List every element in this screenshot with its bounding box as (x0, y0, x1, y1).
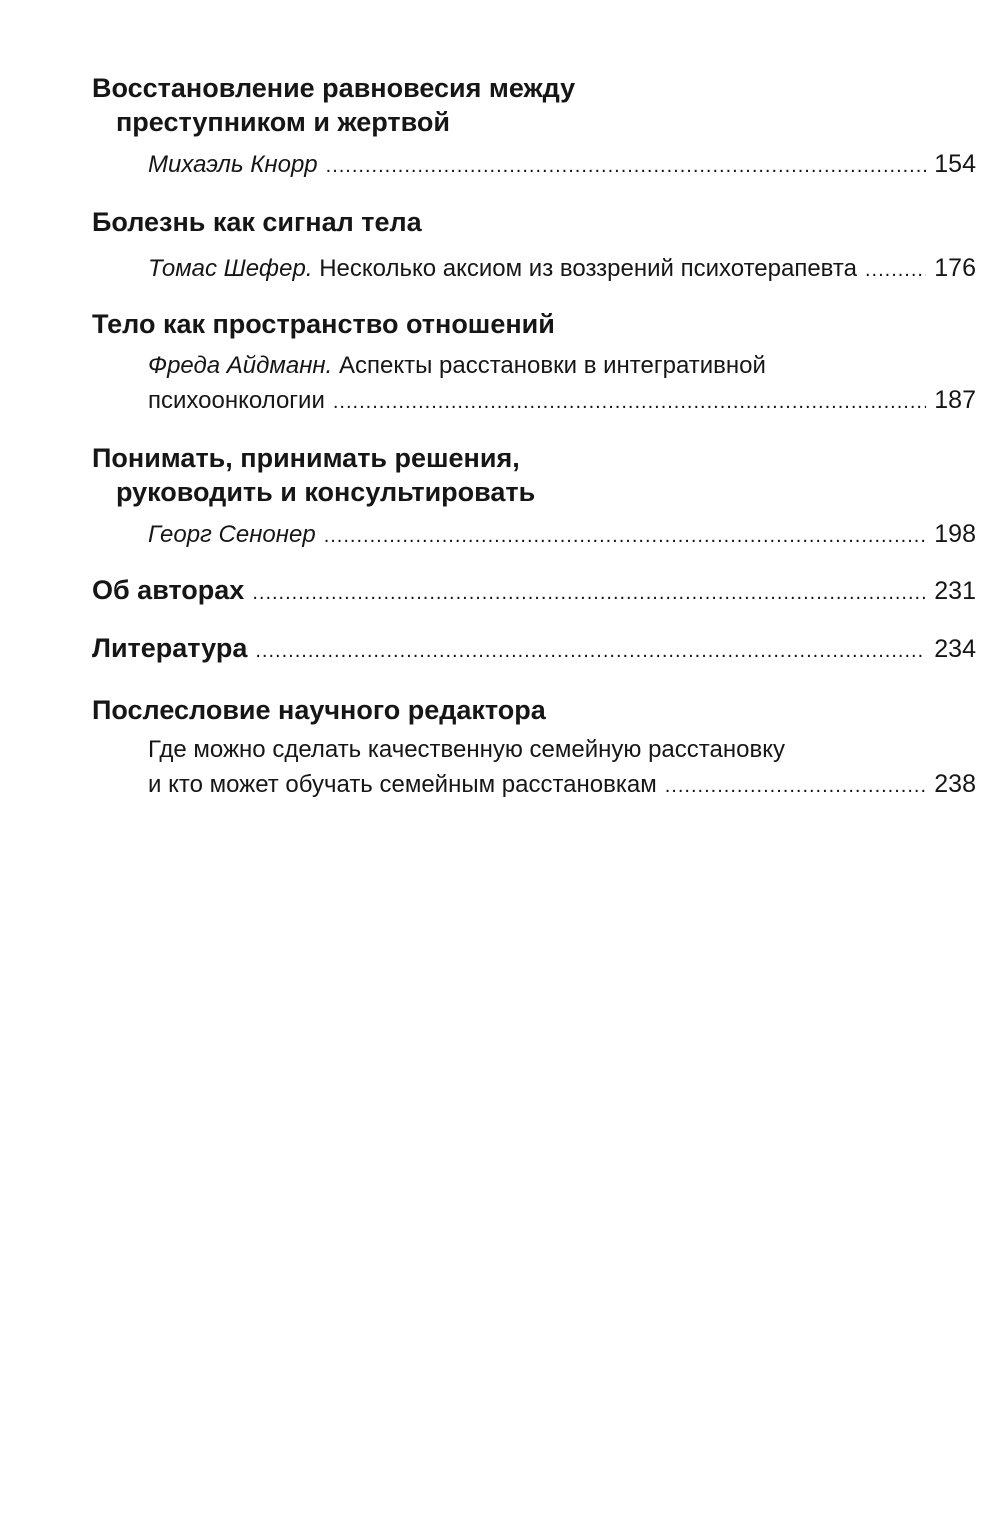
page-number: 238 (934, 770, 976, 798)
section-title: Восстановление равновесия между (92, 73, 576, 103)
toc-entry-row (148, 252, 976, 286)
toc-entry-row (148, 384, 976, 418)
toc-entry-row (92, 574, 976, 609)
section-title: Об авторах (92, 575, 245, 605)
page-number: 234 (934, 635, 976, 663)
work-title: Аспекты расстановки в интегративной (338, 352, 766, 379)
page-number: 231 (934, 577, 976, 605)
page-number: 187 (934, 386, 976, 414)
dot-leader (326, 150, 927, 182)
dot-leader (252, 577, 926, 609)
author-name: Томас Шефер. (148, 255, 313, 282)
dot-leader (865, 254, 926, 286)
section-title-continued: руководить и консультировать (116, 477, 536, 507)
work-title-continued: психоонкологии (148, 387, 325, 414)
toc-entry-row (148, 768, 976, 802)
work-title: Несколько аксиом из воззрений психотерапевта (319, 255, 857, 282)
author-name: Георг Сенонер (148, 521, 316, 548)
author-name: Михаэль Кнорр (148, 151, 318, 178)
dot-leader (324, 520, 927, 552)
page-number: 154 (934, 150, 976, 178)
dot-leader (333, 386, 926, 418)
page-number: 176 (934, 254, 976, 282)
author-name: Фреда Айдманн. (148, 352, 333, 379)
toc-entry-row (148, 518, 976, 552)
entry-text (148, 350, 766, 382)
toc-entry-row (92, 632, 976, 667)
section-title: Литература (92, 633, 248, 663)
dot-leader (665, 770, 927, 802)
work-title-continued: и кто может обучать семейным расстановкам (148, 771, 657, 798)
section-title: Болезнь как сигнал тела (92, 207, 422, 237)
work-title: Где можно сделать качественную семейную расстановку (148, 736, 785, 763)
section-title: Тело как пространство отношений (92, 309, 555, 339)
section-title: Понимать, принимать решения, (92, 443, 520, 473)
entry-text (148, 253, 857, 285)
section-title: Послесловие научного редактора (92, 695, 546, 725)
section-title-continued: преступником и жертвой (116, 107, 450, 137)
toc-entry-row (148, 148, 976, 182)
dot-leader (255, 635, 926, 667)
page-number: 198 (934, 520, 976, 548)
